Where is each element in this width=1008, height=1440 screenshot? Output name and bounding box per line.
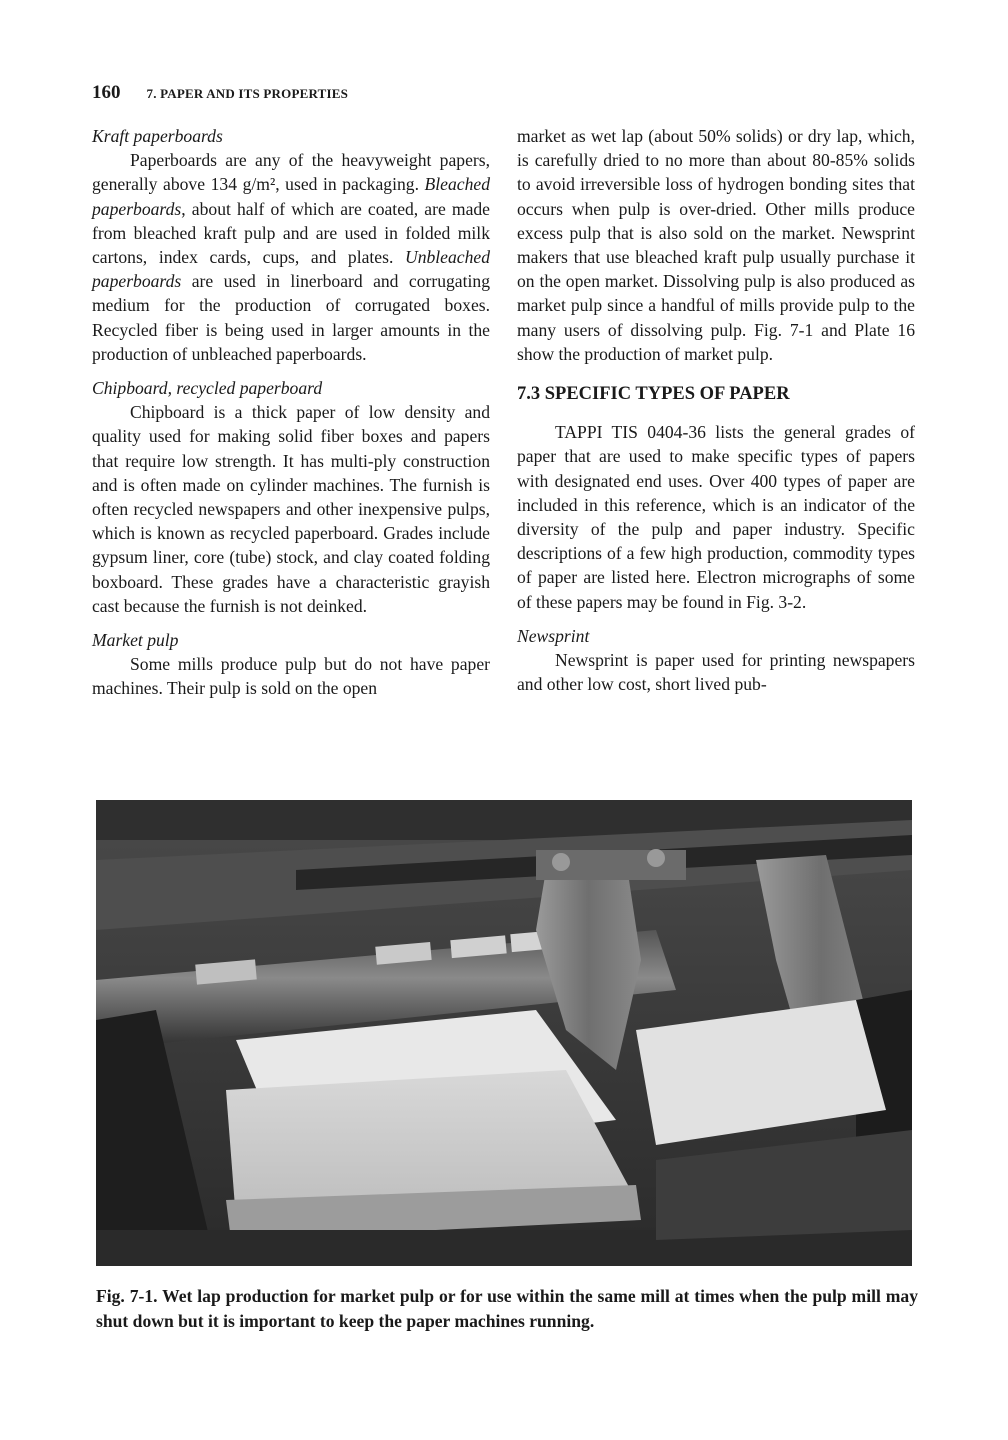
kraft-text-3: are used in linerboard and corrugating medium for the production of corrugated boxes. Recycled fiber is being used in larger amounts in the production of unbleached paperboards. [92, 271, 490, 364]
spacer [92, 366, 490, 376]
running-title: 7. PAPER AND ITS PROPERTIES [146, 86, 349, 101]
kraft-text-2: , about half of which are coated, are made from bleached kraft pulp and are used in folded milk cartons, index cards, cups, and plates. [92, 198, 490, 268]
kraft-paragraph [92, 148, 490, 366]
market-pulp-paragraph: Some mills produce pulp but do not have paper machines. Their pulp is sold on the open [92, 654, 490, 699]
unbleached-term: Unbleached paperboards [92, 247, 490, 292]
newsprint-paragraph: Newsprint is paper used for printing newspapers and other low cost, short lived pub- [517, 650, 915, 695]
figure-caption: Fig. 7-1. Wet lap production for market pulp or for use within the same mill at times when the pulp mill may shut down but it is important to keep the paper machines running. [96, 1286, 918, 1331]
figure-photo [96, 800, 912, 1266]
chipboard-paragraph: Chipboard is a thick paper of low density and quality used for making solid fiber boxes and papers that require low strength. It has multi-ply construction and is often made on cylinder machines. The furnish is often recycled newspapers and other inexpensive pulps, which is known as recycled paperboard. Grades include gypsum liner, core (tube) stock, and clay coated folding boxboard. These grades have a characteristic grayish cast because the furnish is not deinked. [92, 402, 490, 616]
spacer [92, 618, 490, 628]
kraft-text-1: Paperboards are any of the heavyweight papers, generally above 134 g/m², used in packaging. [92, 150, 490, 195]
kraft-heading: Kraft paperboards [92, 126, 223, 146]
page-number: 160 [92, 82, 121, 103]
running-head [92, 82, 348, 104]
newsprint-heading: Newsprint [517, 625, 590, 646]
section-paragraph: TAPPI TIS 0404-36 lists the general grades of paper that are used to make specific types of papers with designated end uses. Over 400 types of paper are included in this reference, which is an indicator of the diversity of the pulp and paper industry. Specific descriptions of a few high production, commodity types of paper are listed here. Electron micrographs of some of these papers may be found in Fig. 3-2. [517, 422, 915, 612]
section-heading: 7.3 SPECIFIC TYPES OF PAPER [517, 384, 790, 405]
spacer [517, 614, 915, 624]
wet-lap-machine-photo [96, 800, 912, 1266]
right-column [517, 124, 915, 696]
bleached-term: Bleached paperboards [92, 174, 490, 219]
market-pulp-heading: Market pulp [92, 630, 179, 651]
market-pulp-continuation: market as wet lap (about 50% solids) or dry lap, which, is carefully dried to no more than about 80-85% solids to avoid irreversible loss of hydrogen bonding sites that occurs when pulp is over-dried. Other mills produce excess pulp that is also sold on the market. Newsprint makers that use bleached kraft pulp usually purchase it on the open market. Dissolving pulp is also produced as market pulp since a handful of mills provide pulp to the many users of dissolving pulp. Fig. 7-1 and Plate 16 show the production of market pulp. [517, 126, 915, 364]
chipboard-heading: Chipboard, recycled paperboard [92, 378, 323, 399]
left-column [92, 124, 490, 701]
